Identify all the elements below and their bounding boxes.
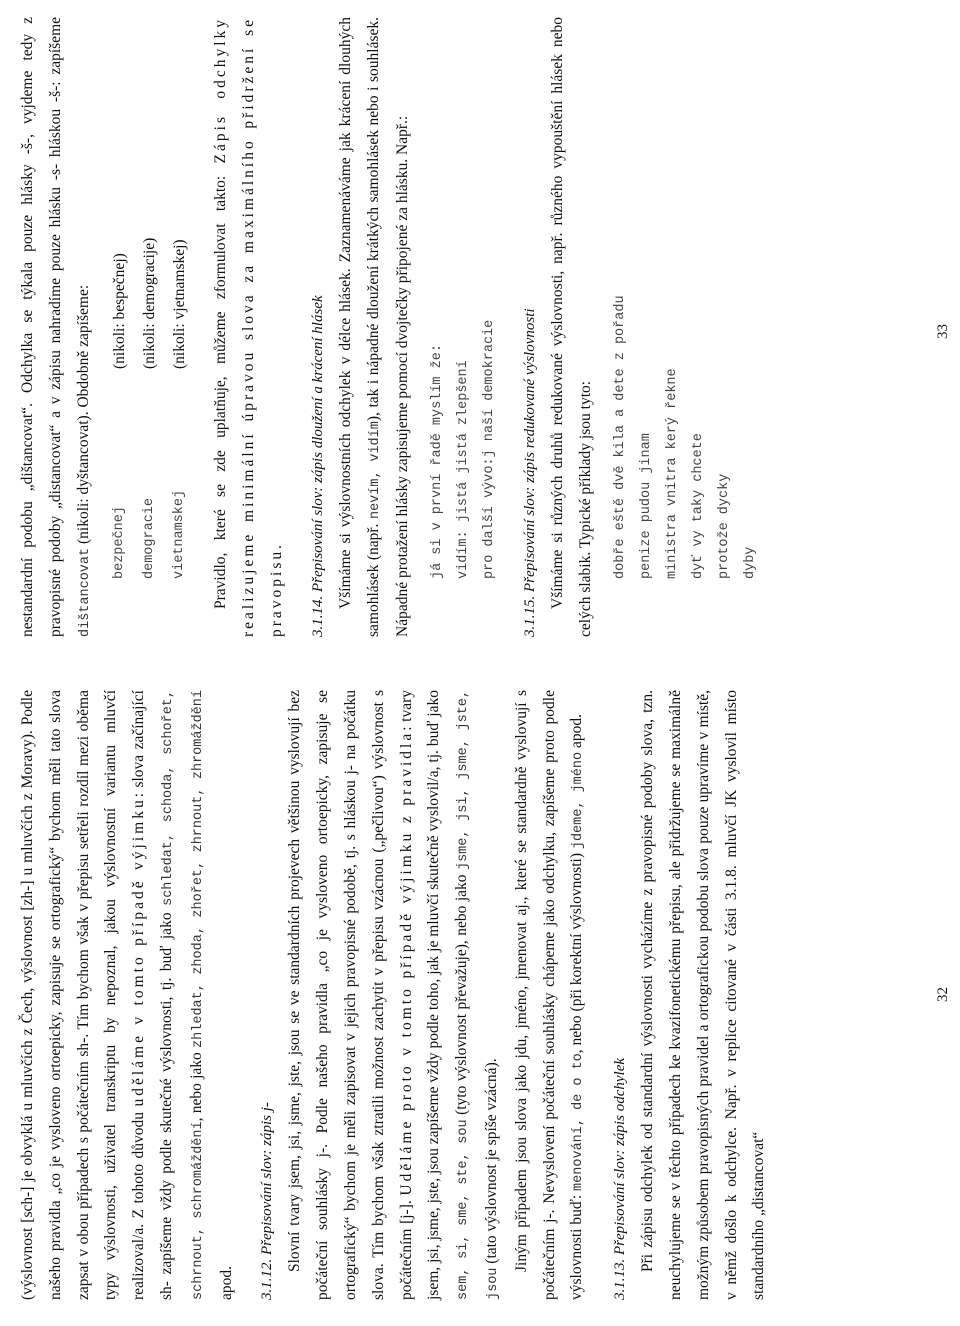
paragraph bbox=[332, 17, 417, 637]
example-line: dyby bbox=[742, 546, 758, 579]
example-word: demogracie bbox=[142, 497, 158, 579]
example-note: (nikoli: demogracije) bbox=[141, 237, 159, 369]
text: Všímáme si výslovnostních odchylek v délce hlásek. Zaznamenáváme jak krácení dlouhých samohlásek (např. bbox=[336, 17, 382, 637]
section-heading: 3.1.14. Přepisování slov: zápis dloužení a krácení hlásek bbox=[309, 295, 326, 637]
page-number: 33 bbox=[935, 324, 951, 339]
text: (nikoli: dyštancovat). Obdobně zapíšeme: bbox=[74, 284, 92, 548]
example-line: protože dycky bbox=[716, 473, 732, 579]
section-heading: 3.1.15. Přepisování slov: zápis redukované výslovnosti bbox=[522, 308, 539, 637]
example-row bbox=[165, 238, 195, 579]
text: apod. bbox=[568, 714, 586, 752]
example-line: ministra vnitra kerý řekne bbox=[664, 368, 680, 579]
right-column bbox=[14, 17, 774, 637]
example-note: (nikoli: vjetnamskej) bbox=[171, 239, 189, 369]
text: , nebo jako bbox=[187, 1047, 205, 1122]
example-row bbox=[135, 238, 165, 579]
text: Jiným případem jsou slova jako jdu, jméno, jmenovat aj., které se standardně vyslovují s počátečním j-. Nevyslovení počáteční souhlásky chápeme jako odchylku, zapíšeme proto podle výslovnosti buď: bbox=[512, 690, 586, 1300]
text: ), tak i nápadné dloužení krátkých samohlásek nebo i souhlásek. Nápadné protažení hlásky zapisujeme pomocí dvojtečky připojené za hlásku. Např.: bbox=[364, 16, 412, 637]
example-line: pro další vývo:j naší demokracie bbox=[482, 319, 498, 579]
example-word: bezpečnej bbox=[112, 506, 128, 579]
example-note: (nikoli: bespečnej) bbox=[111, 253, 129, 369]
mono-example: zhledat, zhoda, zhořet, zhrnout, zhromáždění bbox=[190, 690, 206, 1048]
paragraph bbox=[207, 17, 290, 637]
text: (tyto výslovnost převažuje), nebo jako bbox=[453, 870, 471, 1120]
example-line: dyť vy taky chcete bbox=[690, 433, 706, 579]
section-heading: 3.1.12. Přepisování slov: zápis j- bbox=[259, 1102, 276, 1300]
paragraph bbox=[14, 17, 99, 637]
paragraph: Všímáme si různých druhů redukované výslovnosti, např. různého vypouštění hlásek nebo celých slabik. Typické příklady jsou tyto: bbox=[549, 17, 594, 637]
mono-example: jdeme, jméno bbox=[571, 751, 587, 850]
mono-example: nevím, vidím bbox=[367, 421, 383, 520]
section-heading: 3.1.13. Přepisování slov: zápis odchylek bbox=[612, 1057, 629, 1300]
example-block bbox=[608, 17, 764, 579]
text: : tvary jsem, jsi, jsme, jste, jsou zapíšeme vždy podle toho, jak je mluvčí skutečně vyslovil/a, tj. buď jako bbox=[397, 690, 443, 1300]
page-number: 32 bbox=[935, 987, 951, 1002]
example-line: penize pudou jinam bbox=[638, 433, 654, 579]
text: (výslovnost [sch-] je obvyklá u mluvčích z Čech, výslovnost [zh-] u mluvčích z Moravy). Podle našeho pravidla „co je vysloveno ortoepicky, zapisuje se ortografický“ bychom měli tato slova zapsat v obou případech s počátečním sh-. Tím bychom však v přepisu setřeli rozdíl mezi oběma typy výslovnosti, uživatel transkriptu by nepoznal, jakou výslovnostní variantu mluvčí realizoval/a. Z tohoto důvodu bbox=[19, 690, 148, 1300]
text: nestandardní podobu „dištancovat“. Odchylka se týkala pouze hlásky -š-, vyjdeme tedy z pravopisné podoby „distancovat“ a v zápisu nahradíme pouze hlásku -s- hláskou -š-: zapíšeme bbox=[19, 17, 64, 637]
example-block bbox=[425, 17, 503, 579]
mono-example: dištancovat bbox=[77, 547, 93, 637]
text: . bbox=[267, 544, 285, 549]
paragraph bbox=[508, 690, 593, 1300]
spaced-text: Uděláme proto v tomto případě výjimku z pravidla bbox=[397, 730, 415, 1196]
text: apod. bbox=[217, 1265, 235, 1300]
left-column bbox=[14, 690, 773, 1300]
spaced-text: Zápis odchylky realizujeme minimální úpravou slova za maximálního přidržení se pravopisu bbox=[212, 17, 285, 637]
text: , nebo (při korektní výslovnosti) bbox=[568, 849, 586, 1054]
mono-example: schledat, schoda, schořet, schrnout, schromáždění bbox=[160, 689, 206, 1300]
mono-example: sem, si, sme, ste, sou bbox=[456, 1119, 472, 1300]
paragraph bbox=[281, 690, 507, 1300]
text: Slovní tvary jsem, jsi, jsme, jste, jsou se ve standardních projevech většinou vyslovují bez počáteční souhlásky j-. Podle našeho pravidla „co je vysloveno ortoepicky, zapisuje se ortografický“ bychom je měli zapisovat v jejich pravopisné podobě, tj. s hláskou j- na počátku slova. Tím bychom však ztratili možnost zachytit v přepisu vzácnou („pečlivou“) výslovnost s počátečním [j-]. bbox=[286, 690, 415, 1300]
mono-example: jsme, jsi, jsme, jste, jsou bbox=[456, 690, 501, 1300]
example-line: vidím: jistá jistá zlepšení bbox=[456, 360, 472, 579]
paragraph: Při zápisu odchylek od standardní výslovnosti vycházíme z pravopisné podoby slova, tzn. neuchylujeme se v těchto případech ke kvazifonetickému přepisu, ale přidržujeme se maximálně možným způsobem pravopisných pravidel a ortografickou podobu slova pouze upravíme v místě, v němž došlo k odchylce. Např. v replice citované v části 3.1.8. mluvčí JK vyslovil místo standardního „distancovat“ bbox=[639, 690, 768, 1300]
text: Pravidlo, které se zde uplatňuje, můžeme zformulovat takto: bbox=[212, 163, 230, 609]
text: (tato výslovnost je spíše vzácná). bbox=[482, 1058, 500, 1268]
example-line: dobře eště dvě kila a dete z pořadu bbox=[612, 295, 628, 579]
example-line: já si v první řadě myslím že: bbox=[430, 344, 446, 579]
page-left bbox=[0, 663, 960, 1326]
spaced-text: uděláme v tomto případě výjimku bbox=[130, 797, 148, 1107]
text: : slova začínající sh- zapíšeme vždy podle skutečné výslovnosti, tj. buď jako bbox=[130, 690, 175, 1300]
paragraph bbox=[14, 690, 240, 1300]
mono-example: menování, de o to bbox=[571, 1053, 587, 1191]
example-row bbox=[105, 238, 135, 579]
example-table bbox=[105, 238, 195, 579]
example-word: vietnamskej bbox=[172, 489, 188, 579]
